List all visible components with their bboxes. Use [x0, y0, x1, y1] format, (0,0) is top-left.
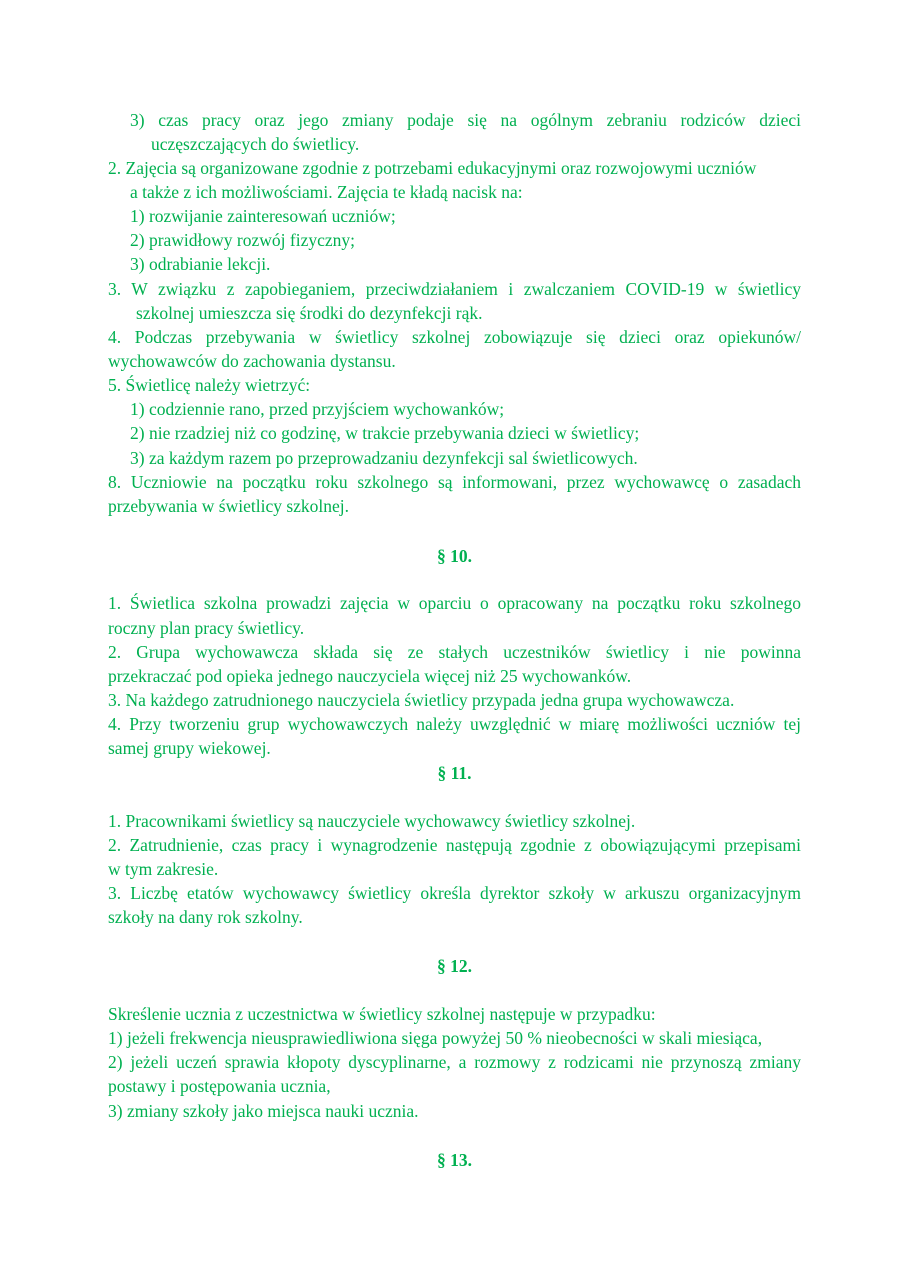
list-item: 2) jeżeli uczeń sprawia kłopoty dyscyplinarne, a rozmowy z rodzicami nie przynoszą zmiany: [108, 1052, 801, 1072]
list-item: 3) zmiany szkoły jako miejsca nauki ucznia.: [108, 1101, 419, 1121]
text-line: 2. Grupa wychowawcza składa się ze stałych uczestników świetlicy i nie powinna: [108, 642, 801, 662]
text-line: 2. Zajęcia są organizowane zgodnie z potrzebami edukacyjnymi oraz rozwojowymi uczniów: [108, 158, 757, 178]
list-item: 1) codziennie rano, przed przyjściem wychowanków;: [130, 399, 505, 419]
text-line: 3. Liczbę etatów wychowawcy świetlicy określa dyrektor szkoły w arkuszu organizacyjnym: [108, 883, 801, 903]
list-item: 2) prawidłowy rozwój fizyczny;: [130, 230, 355, 250]
list-item: 1) rozwijanie zainteresowań uczniów;: [130, 206, 396, 226]
text-line: 5. Świetlicę należy wietrzyć:: [108, 375, 311, 395]
text-line: przebywania w świetlicy szkolnej.: [108, 496, 350, 516]
text-line: przekraczać pod opieka jednego nauczyciela więcej niż 25 wychowanków.: [108, 666, 632, 686]
text-line: roczny plan pracy świetlicy.: [108, 618, 305, 638]
text-line: 3. Na każdego zatrudnionego nauczyciela świetlicy przypada jedna grupa wychowawcza.: [108, 690, 735, 710]
list-item: 2) nie rzadziej niż co godzinę, w trakcie przebywania dzieci w świetlicy;: [130, 423, 640, 443]
text-line: samej grupy wiekowej.: [108, 738, 271, 758]
section-heading: § 12.: [437, 956, 472, 976]
list-item: 3) za każdym razem po przeprowadzaniu dezynfekcji sal świetlicowych.: [130, 448, 638, 468]
text-line: 4. Podczas przebywania w świetlicy szkolnej zobowiązuje się dzieci oraz opiekunów/: [108, 327, 801, 347]
text-line: 2. Zatrudnienie, czas pracy i wynagrodzenie następują zgodnie z obowiązującymi przepisami: [108, 835, 801, 855]
list-item: 1) jeżeli frekwencja nieusprawiedliwiona sięga powyżej 50 % nieobecności w skali miesiąca,: [108, 1028, 763, 1048]
text-line: a także z ich możliwościami. Zajęcia te kładą nacisk na:: [130, 182, 523, 202]
text-line: 1. Pracownikami świetlicy są nauczyciele wychowawcy świetlicy szkolnej.: [108, 811, 636, 831]
text-line: uczęszczających do świetlicy.: [151, 134, 360, 154]
section-heading: § 10.: [437, 546, 472, 566]
text-line: 4. Przy tworzeniu grup wychowawczych należy uwzględnić w miarę możliwości uczniów tej: [108, 714, 801, 734]
text-line: 1. Świetlica szkolna prowadzi zajęcia w oparciu o opracowany na początku roku szkolnego: [108, 593, 801, 613]
text-line: szkolnej umieszcza się środki do dezynfekcji rąk.: [136, 303, 483, 323]
text-line: postawy i postępowania ucznia,: [108, 1076, 331, 1096]
text-line: 3) czas pracy oraz jego zmiany podaje się na ogólnym zebraniu rodziców dzieci: [130, 110, 801, 130]
text-line: 8. Uczniowie na początku roku szkolnego są informowani, przez wychowawcę o zasadach: [108, 472, 801, 492]
text-line: szkoły na dany rok szkolny.: [108, 907, 303, 927]
section-heading: § 11.: [437, 763, 472, 783]
section-heading: § 13.: [437, 1150, 472, 1170]
list-item: 3) odrabianie lekcji.: [130, 254, 271, 274]
text-line: wychowawców do zachowania dystansu.: [108, 351, 396, 371]
text-line: Skreślenie ucznia z uczestnictwa w świetlicy szkolnej następuje w przypadku:: [108, 1004, 656, 1024]
text-line: w tym zakresie.: [108, 859, 219, 879]
text-line: 3. W związku z zapobieganiem, przeciwdziałaniem i zwalczaniem COVID-19 w świetlicy: [108, 279, 801, 299]
